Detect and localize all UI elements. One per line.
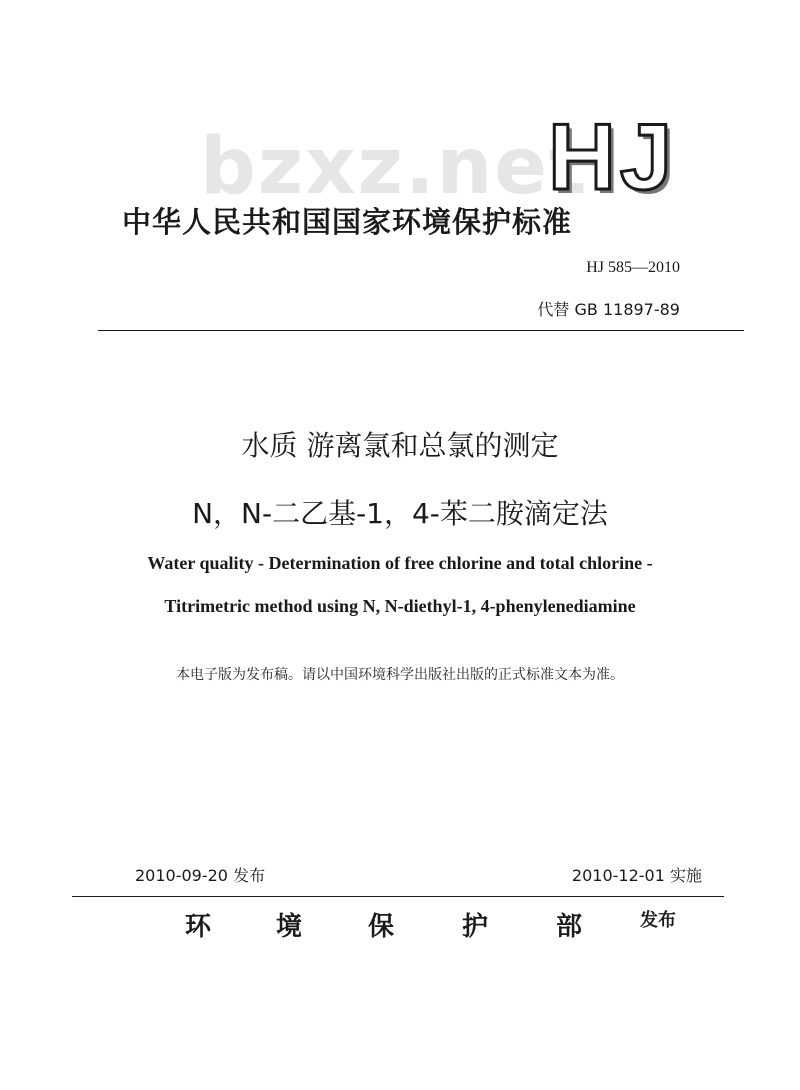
hj-logo: HJ [548, 104, 677, 209]
watermark: bzxz.net [200, 122, 589, 212]
issuer-publish-label: 发布 [640, 910, 676, 931]
issuer-char: 部 [556, 912, 583, 942]
bottom-divider [72, 896, 724, 897]
issuer-char: 环 [185, 912, 212, 942]
issuer-char: 境 [276, 912, 303, 942]
title-chinese-line1: 水质 游离氯和总氯的测定 [241, 429, 559, 462]
top-divider [98, 330, 744, 331]
standard-name: 中华人民共和国国家环境保护标准 [122, 205, 573, 239]
issue-date: 2010-09-20 发布 [135, 866, 266, 885]
edition-note: 本电子版为发布稿。请以中国环境科学出版社出版的正式标准文本为准。 [176, 667, 624, 683]
replaces-standard: 代替 GB 11897-89 [537, 300, 680, 319]
issuer-char: 护 [462, 912, 489, 942]
standard-code: HJ 585—2010 [586, 259, 680, 276]
title-english-line2: Titrimetric method using N, N-diethyl-1, 4-phenylenediamine [164, 596, 636, 616]
title-english-line1: Water quality - Determination of free chlorine and total chlorine - [147, 553, 653, 573]
implementation-date: 2010-12-01 实施 [571, 866, 702, 885]
issuer-char: 保 [368, 912, 395, 942]
title-chinese-line2: N，N-二乙基-1，4-苯二胺滴定法 [192, 497, 608, 530]
issuing-ministry [0, 910, 800, 954]
